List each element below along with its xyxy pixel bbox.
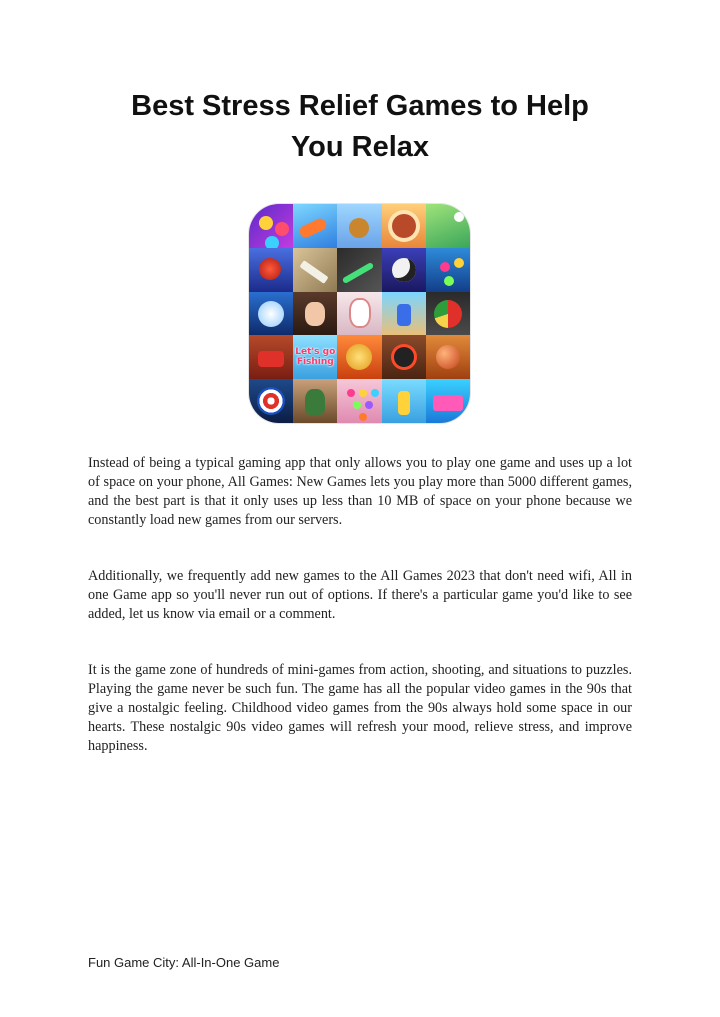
game-tile: [426, 335, 470, 379]
game-tile: [293, 204, 337, 248]
game-tile: [293, 292, 337, 336]
paragraph-3: It is the game zone of hundreds of mini-games from action, shooting, and situations to puzzles. Playing the game never be such fun. The game has all the popular video games in the 90s that give a nostalgic feeling. Childhood video games from the 90s always hold some space in our hearts. These nostalgic 90s video games will refresh your mood, relieve stress, and improve happiness.: [88, 662, 632, 754]
game-tile: [337, 379, 381, 423]
game-tile: [382, 335, 426, 379]
game-tile: [382, 292, 426, 336]
game-tile: [337, 292, 381, 336]
game-tile: [426, 248, 470, 292]
game-tile: [249, 204, 293, 248]
game-tile: [426, 379, 470, 423]
game-tile: [249, 379, 293, 423]
game-tile: [293, 379, 337, 423]
title-line-1: Best Stress Relief Games to Help: [131, 90, 589, 122]
game-tile: [249, 248, 293, 292]
game-tile: [337, 204, 381, 248]
page-footer: Fun Game City: All-In-One Game: [88, 955, 280, 970]
game-tile: [337, 335, 381, 379]
paragraph-1: Instead of being a typical gaming app that only allows you to play one game and uses up a lot of space on your phone, All Games: New Games lets you play more than 5000 different games, and the best part is that it only uses up less than 10 MB of space on your phone because we constantly load new games from our servers.: [88, 455, 632, 528]
app-icon-image: [249, 204, 470, 423]
game-tile: [426, 292, 470, 336]
game-tile: [382, 248, 426, 292]
game-tile-fishing: [293, 335, 337, 379]
paragraph-2: Additionally, we frequently add new games to the All Games 2023 that don't need wifi, All in one Game app so you'll never run out of options. If there's a particular game you'd like to see added, let us know via email or a comment.: [88, 568, 632, 622]
game-tile: [382, 379, 426, 423]
game-tile: [426, 204, 470, 248]
title-line-2: You Relax: [290, 131, 430, 163]
game-tile: [337, 248, 381, 292]
fishing-tile-label: Let's go Fishing: [295, 347, 336, 368]
game-tile: [249, 335, 293, 379]
game-tile: [249, 292, 293, 336]
page-title: [0, 86, 720, 168]
game-tile: [293, 248, 337, 292]
game-tile: [382, 204, 426, 248]
